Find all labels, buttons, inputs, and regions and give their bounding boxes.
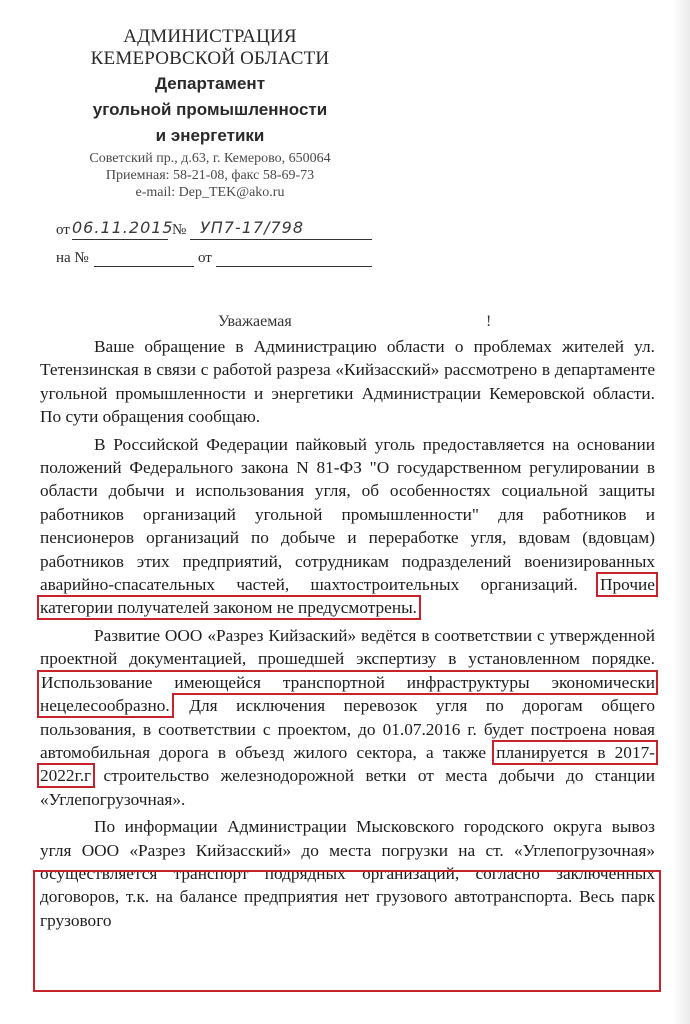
paragraph-2 bbox=[40, 433, 655, 620]
handwritten-date: 06.11.2015 bbox=[72, 218, 174, 237]
letterhead-department bbox=[60, 71, 360, 149]
paragraph-3-text-b: Для исключения перевозок угля по дорогам общего пользования, в соответствии с проектом, до 01.07.2016 г. будет построена новая автомобильная дорога в объезд жилого сектора, а также bbox=[40, 696, 655, 762]
dept-line-2: угольной промышленности bbox=[92, 100, 328, 119]
highlight-railway-plan: планируется в 2017-2022г.г bbox=[40, 742, 655, 786]
letter-body bbox=[40, 335, 655, 936]
greeting: Уважаемая bbox=[218, 313, 292, 330]
phones: Приемная: 58-21-08, факс 58-69-73 bbox=[105, 168, 315, 183]
paragraph-2-text: В Российской Федерации пайковый уголь предоставляется на основании положений Федерального закона N 81-ФЗ "О государственном регулировании в области добычи и использования угля, об особенностях социальной защиты работников организаций угольной промышленности" для работников и пенсионеров организаций по добыче и переработке угля, вдовам (вдовцам) работников этих предприятий, сотрудникам подразделений военизированных аварийно-спасательных частей, шахтостроительных организаций. bbox=[40, 434, 655, 595]
paragraph-3-text-c: строительство железнодорожной ветки от места добычи до станции «Углепогрузочная». bbox=[40, 766, 655, 809]
ref-date-underline bbox=[216, 266, 372, 267]
ref-from-label: от bbox=[198, 250, 212, 266]
paragraph-4: По информации Администрации Мысковского городского округа вывоз угля ООО «Разрез Кийзасский» до места погрузки на ст. «Углепогрузочная» осуществляется транспорт подрядных организаций, согласно заключенных договоров, т.к. на балансе предприятия нет грузового автотранспорта. Весь парк грузового bbox=[40, 817, 655, 930]
number-label: № bbox=[172, 222, 187, 238]
paragraph-1: Ваше обращение в Администрацию области о проблемах жителей ул. Тетензинская в связи с работой разреза «Кийзасский» рассмотрено в департаменте угольной промышленности и энергетики Администрации Кемеровской области. По сути обращения сообщаю. bbox=[40, 337, 655, 427]
handwritten-number: УП7-17/798 bbox=[200, 218, 305, 237]
number-underline bbox=[190, 239, 372, 240]
email: e-mail: Dep_TEK@ako.ru bbox=[135, 185, 285, 200]
highlight-box-transport bbox=[33, 870, 661, 992]
admin-line-1: АДМИНИСТРАЦИЯ bbox=[123, 26, 297, 47]
greeting-exclamation: ! bbox=[486, 313, 492, 330]
letterhead-contacts bbox=[60, 150, 360, 201]
letterhead-administration bbox=[60, 26, 360, 70]
admin-line-2: КЕМЕРОВСКОЙ ОБЛАСТИ bbox=[90, 48, 330, 69]
ref-number-underline bbox=[94, 266, 194, 267]
dept-line-1: Департамент bbox=[154, 74, 266, 93]
ref-label: на № bbox=[56, 250, 89, 266]
highlight-infrastructure: Использование имеющейся транспортной инфраструктуры экономически нецелесообразно. bbox=[40, 672, 655, 716]
from-label: от bbox=[56, 222, 70, 238]
paragraph-3-text-a: Развитие ООО «Разрез Кийзаский» ведётся в соответствии с утвержденной проектной документацией, прошедшей экспертизу в установленном порядке. bbox=[40, 625, 655, 669]
address: Советский пр., д.63, г. Кемерово, 650064 bbox=[89, 151, 331, 166]
paragraph-3 bbox=[40, 624, 655, 811]
highlight-other-categories: Прочие категории получателей законом не предусмотрены. bbox=[40, 575, 655, 618]
dept-line-3: и энергетики bbox=[155, 126, 265, 145]
date-underline bbox=[72, 239, 168, 240]
scan-edge-shadow bbox=[672, 0, 690, 1024]
